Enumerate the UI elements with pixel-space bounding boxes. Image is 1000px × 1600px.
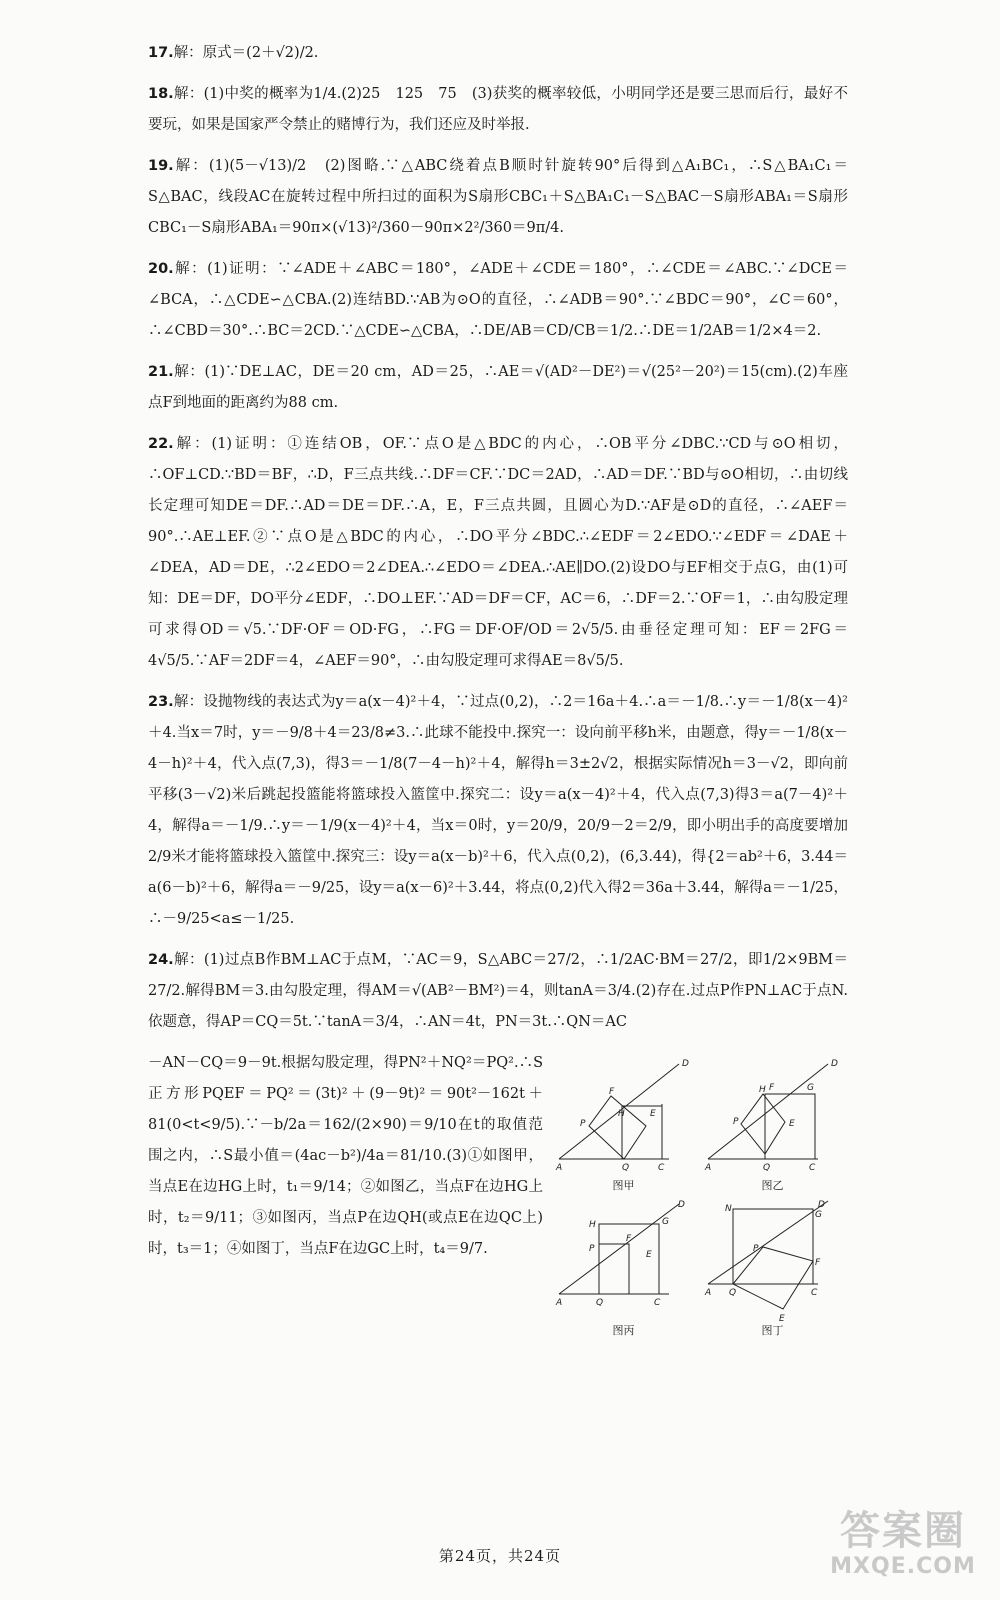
figure-caption: 图甲 bbox=[612, 1179, 635, 1192]
problem-22 bbox=[148, 429, 848, 677]
svg-text:F: F bbox=[768, 1083, 774, 1093]
figure-jia-diagram bbox=[554, 1054, 694, 1179]
problem-text: 解：设抛物线的表达式为y＝a(x－4)²＋4，∵过点(0,2)，∴2＝16a＋4.∴a＝－1/8.∴y＝－1/8(x－4)²＋4.当x＝7时，y＝－9/8＋4＝23/8≠3.∴此球不能投中.探究一：设向前平移h米，由题意，得y＝－1/8(x－4－h)²＋4，代入点(7,3)，得3＝－1/8(7－4－h)²＋4，解得h＝3±2√2，根据实际情况h＝3－√2，即向前平移(3－√2)米后跳起投篮能将篮球投入篮筐中.探究二：设y＝a(x－4)²＋4，代入点(7,3)得3＝a(7－4)²＋4，解得a＝－1/9.∴y＝－1/9(x－4)²＋4，当x＝0时，y＝20/9，20/9－2＝2/9，即小明出手的高度要增加2/9米才能将篮球投入篮筐中.探究三：设y＝a(x－b)²＋6，代入点(0,2)，(6,3.44)，得{2＝ab²＋6，3.44＝a(6－b)²＋6，解得a＝－9/25，设y＝a(x－6)²＋3.44，将点(0,2)代入得2＝36a＋3.44，解得a＝－1/25，∴－9/25<a≤－1/25. bbox=[148, 694, 848, 927]
svg-text:Q: Q bbox=[595, 1298, 603, 1308]
problem-number: 20. bbox=[148, 261, 174, 277]
svg-text:D: D bbox=[830, 1059, 838, 1069]
problem-text: 解：(1)∵DE⊥AC，DE＝20 cm，AD＝25，∴AE＝√(AD²－DE²)＝√(25²－20²)＝15(cm).(2)车座点F到地面的距离约为88 cm. bbox=[148, 364, 848, 411]
figure-bing-diagram bbox=[554, 1199, 694, 1324]
svg-text:D: D bbox=[817, 1200, 825, 1210]
figure-ding-diagram bbox=[703, 1199, 843, 1324]
svg-text:F: F bbox=[608, 1087, 614, 1097]
figure-yi bbox=[702, 1054, 843, 1193]
problem-17 bbox=[148, 38, 848, 69]
svg-text:E: E bbox=[645, 1250, 652, 1260]
problem-text: 解：(1)过点B作BM⊥AC于点M，∵AC＝9，S△ABC＝27/2，∴1/2AC·BM＝27/2，即1/2×9BM＝27/2.解得BM＝3.由勾股定理，得AM＝√(AB²－BM²)＝4，则tanA＝3/4.(2)存在.过点P作PN⊥AC于点N.依题意，得AP＝CQ＝5t.∵tanA＝3/4，∴AN＝4t，PN＝3t.∴QN＝AC bbox=[148, 952, 848, 1030]
svg-text:F: F bbox=[814, 1258, 820, 1268]
problem-number: 19. bbox=[148, 158, 174, 174]
svg-text:H: H bbox=[758, 1085, 766, 1095]
svg-text:E: E bbox=[778, 1314, 785, 1324]
svg-text:C: C bbox=[810, 1288, 817, 1298]
problem-text: 解：(1)中奖的概率为1/4.(2)25 125 75 (3)获奖的概率较低，小明同学还是要三思而后行，最好不要玩，如果是国家严令禁止的赌博行为，我们还应及时举报. bbox=[148, 86, 848, 133]
svg-text:A: A bbox=[555, 1163, 562, 1173]
problem-20 bbox=[148, 254, 848, 347]
problem-text: 解：(1)(5－√13)/2 (2)图略.∵△ABC绕着点B顺时针旋转90°后得到△A₁BC₁，∴S△BA₁C₁＝S△BAC，线段AC在旋转过程中所扫过的面积为S扇形CBC₁＋S△BA₁C₁－S△BAC－S扇形ABA₁＝S扇形CBC₁－S扇形ABA₁＝90π×(√13)²/360－90π×2²/360＝9π/4. bbox=[148, 158, 848, 236]
figure-caption: 图丁 bbox=[761, 1324, 784, 1337]
svg-text:P: P bbox=[732, 1117, 738, 1127]
svg-text:A: A bbox=[555, 1298, 562, 1308]
svg-text:C: C bbox=[808, 1163, 815, 1173]
svg-text:G: G bbox=[806, 1083, 814, 1093]
problem-number: 21. bbox=[148, 364, 174, 380]
svg-text:G: G bbox=[661, 1217, 669, 1227]
svg-text:A: A bbox=[704, 1288, 711, 1298]
svg-text:E: E bbox=[788, 1119, 795, 1129]
problem-text: 解：(1)证明：∵∠ADE＋∠ABC＝180°，∠ADE＋∠CDE＝180°，∴∠CDE＝∠ABC.∵∠DCE＝∠BCA，∴△CDE∽△CBA.(2)连结BD.∵AB为⊙O的直径，∴∠ADB＝90°.∵∠BDC＝90°，∠C＝60°，∴∠CBD＝30°.∴BC＝2CD.∵△CDE∽△CBA，∴DE/AB＝CD/CB＝1/2.∴DE＝1/2AB＝1/2×4＝2. bbox=[148, 261, 848, 339]
svg-text:Q: Q bbox=[621, 1163, 629, 1173]
svg-text:D: D bbox=[681, 1059, 689, 1069]
problem-number: 22. bbox=[148, 436, 174, 452]
page-footer: 第24页，共24页 bbox=[438, 1547, 562, 1565]
problem-24 bbox=[148, 945, 848, 1038]
problem-number: 23. bbox=[148, 694, 174, 710]
problem-21 bbox=[148, 357, 848, 419]
figure-yi-diagram bbox=[703, 1054, 843, 1179]
svg-text:G: G bbox=[814, 1210, 822, 1220]
svg-text:F: F bbox=[625, 1234, 631, 1244]
figure-caption: 图丙 bbox=[612, 1324, 635, 1337]
problem-text: 解：原式＝(2＋√2)/2. bbox=[173, 45, 319, 61]
svg-text:D: D bbox=[677, 1200, 685, 1210]
watermark-url: MXQE.COM bbox=[830, 1554, 976, 1579]
problem-23 bbox=[148, 687, 848, 935]
figure-grid bbox=[553, 1054, 843, 1338]
figure-bing bbox=[553, 1199, 694, 1338]
problem-24-continued bbox=[148, 1048, 848, 1338]
problem-19 bbox=[148, 151, 848, 244]
svg-text:P: P bbox=[588, 1244, 594, 1254]
svg-text:Q: Q bbox=[728, 1288, 736, 1298]
problem-text: 解：(1)证明：①连结OB，OF.∵点O是△BDC的内心，∴OB平分∠DBC.∵CD与⊙O相切，∴OF⊥CD.∵BD＝BF，∴D，F三点共线.∴DF＝CF.∵DC＝2AD，∴AD＝DF.∵BD与⊙O相切，∴由切线长定理可知DE＝DF.∴AD＝DE＝DF.∴A，E，F三点共圆，且圆心为D.∵AF是⊙D的直径，∴∠AEF＝90°.∴AE⊥EF.②∵点O是△BDC的内心，∴DO平分∠BDC.∴∠EDF＝2∠EDO.∵∠EDF＝∠DAE＋∠DEA，AD＝DE，∴2∠EDO＝2∠DEA.∴∠EDO＝∠DEA.∴AE∥DO.(2)设DO与EF相交于点G，由(1)可知：DE＝DF，DO平分∠EDF，∴DO⊥EF.∵AD＝DF＝CF，AC＝6，∴DF＝2.∵OF＝1，∴由勾股定理可求得OD＝√5.∵DF·OF＝OD·FG，∴FG＝DF·OF/OD＝2√5/5.由垂径定理可知：EF＝2FG＝4√5/5.∵AF＝2DF＝4，∠AEF＝90°，∴由勾股定理可求得AE＝8√5/5. bbox=[148, 436, 848, 669]
svg-text:C: C bbox=[653, 1298, 660, 1308]
svg-text:H: H bbox=[588, 1220, 596, 1230]
svg-text:E: E bbox=[649, 1109, 656, 1119]
svg-text:N: N bbox=[724, 1204, 732, 1214]
svg-text:Q: Q bbox=[762, 1163, 770, 1173]
svg-text:P: P bbox=[752, 1244, 758, 1254]
svg-text:C: C bbox=[657, 1163, 664, 1173]
svg-text:P: P bbox=[579, 1119, 585, 1129]
problem-24-tail-text: －AN－CQ＝9－9t.根据勾股定理，得PN²＋NQ²＝PQ².∴S正方形PQEF＝PQ²＝(3t)²＋(9－9t)²＝90t²－162t＋81(0<t<9/5).∵－b/2a＝162/(2×90)＝9/10在t的取值范围之内，∴S最小值＝(4ac－b²)/4a＝81/10.(3)①如图甲，当点E在边HG上时，t₁＝9/14；②如图乙，当点F在边HG上时，t₂＝9/11；③如图丙，当点P在边QH(或点E在边QC上)时，t₃＝1；④如图丁，当点F在边GC上时，t₄＝9/7. bbox=[148, 1055, 543, 1257]
problem-number: 18. bbox=[148, 86, 174, 102]
watermark-title: 答案圈 bbox=[840, 1508, 966, 1554]
figure-jia bbox=[553, 1054, 694, 1193]
answer-page bbox=[148, 38, 848, 1338]
svg-text:H: H bbox=[617, 1109, 625, 1119]
figure-caption: 图乙 bbox=[761, 1179, 784, 1192]
problem-number: 17. bbox=[148, 45, 174, 61]
figure-ding bbox=[702, 1199, 843, 1338]
svg-text:A: A bbox=[704, 1163, 711, 1173]
watermark bbox=[828, 1508, 978, 1586]
problem-number: 24. bbox=[148, 952, 174, 968]
problem-18 bbox=[148, 79, 848, 141]
